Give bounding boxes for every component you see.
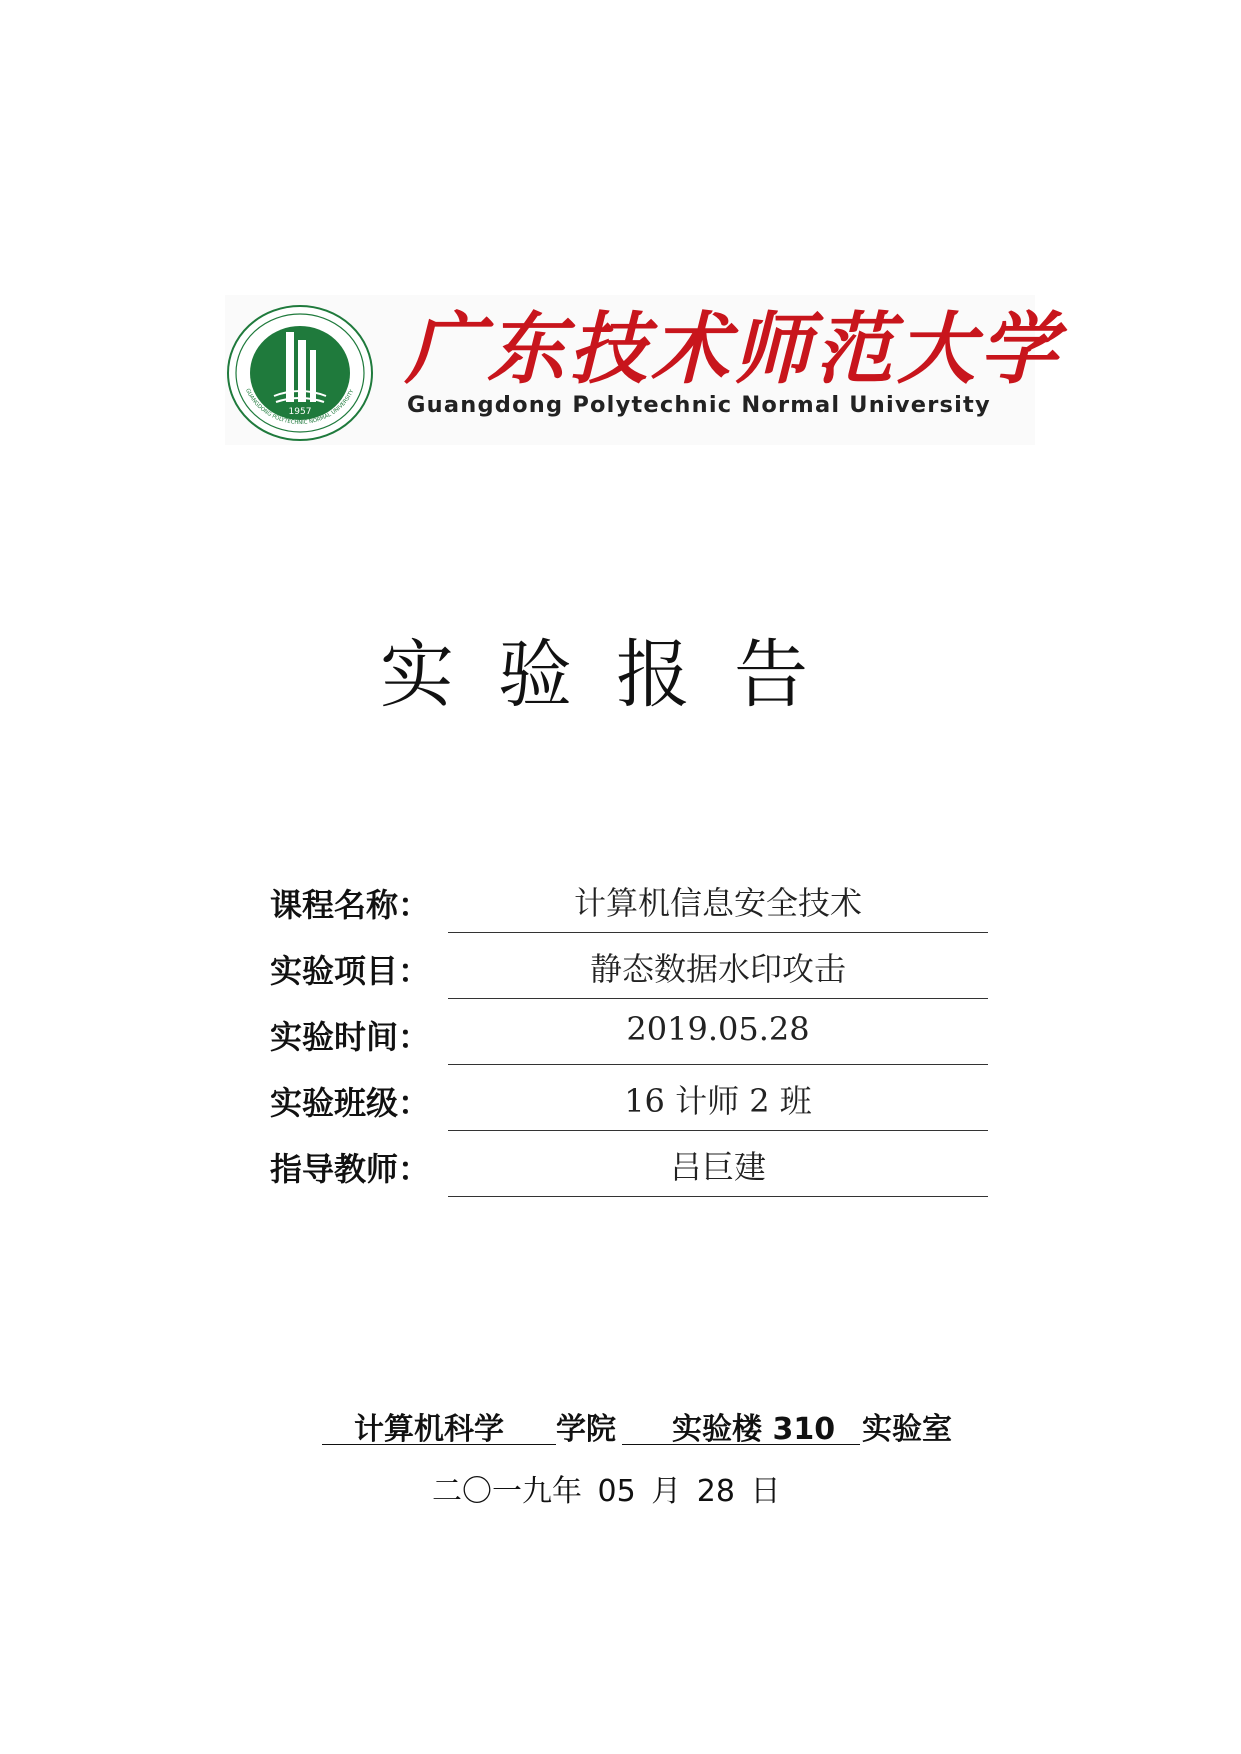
seal-ring-text: GUANGDONG POLYTECHNIC NORMAL UNIVERSITY	[244, 387, 356, 426]
footer-college: 计算机科学	[354, 1412, 504, 1447]
class-label: 实验班级：	[270, 1084, 431, 1122]
date-value: 2019.05.28	[626, 1010, 810, 1048]
footer-lab: 实验楼 310	[672, 1412, 836, 1447]
footer-lab-suffix: 实验室	[862, 1412, 952, 1447]
class-underline	[448, 1130, 988, 1131]
info-row-course	[270, 870, 990, 936]
teacher-value: 吕巨建	[669, 1148, 766, 1186]
info-row-teacher	[270, 1134, 990, 1200]
project-label: 实验项目：	[270, 952, 431, 990]
date-underline	[448, 1064, 988, 1065]
footer-college-suffix: 学院	[556, 1412, 616, 1447]
project-value: 静态数据水印攻击	[589, 950, 846, 988]
teacher-label: 指导教师：	[270, 1150, 431, 1188]
course-underline	[448, 932, 988, 933]
seal-year: 1957	[288, 407, 312, 417]
course-label: 课程名称：	[270, 886, 431, 924]
university-seal-icon	[226, 304, 374, 442]
university-name-cn: 广东技术师范大学	[405, 304, 1062, 395]
course-value: 计算机信息安全技术	[573, 884, 862, 922]
info-row-date	[270, 1002, 990, 1068]
teacher-underline	[448, 1196, 988, 1197]
university-name-en: Guangdong Polytechnic Normal University	[407, 392, 991, 418]
report-title: 实验报告	[380, 632, 852, 718]
info-row-class	[270, 1068, 990, 1134]
info-row-project	[270, 936, 990, 1002]
class-value: 16 计师 2 班	[624, 1082, 812, 1120]
project-underline	[448, 998, 988, 999]
footer-date: 二〇一九年 05 月 28 日	[432, 1474, 781, 1509]
date-label: 实验时间：	[270, 1018, 431, 1056]
footer-college-lab	[322, 1404, 962, 1446]
